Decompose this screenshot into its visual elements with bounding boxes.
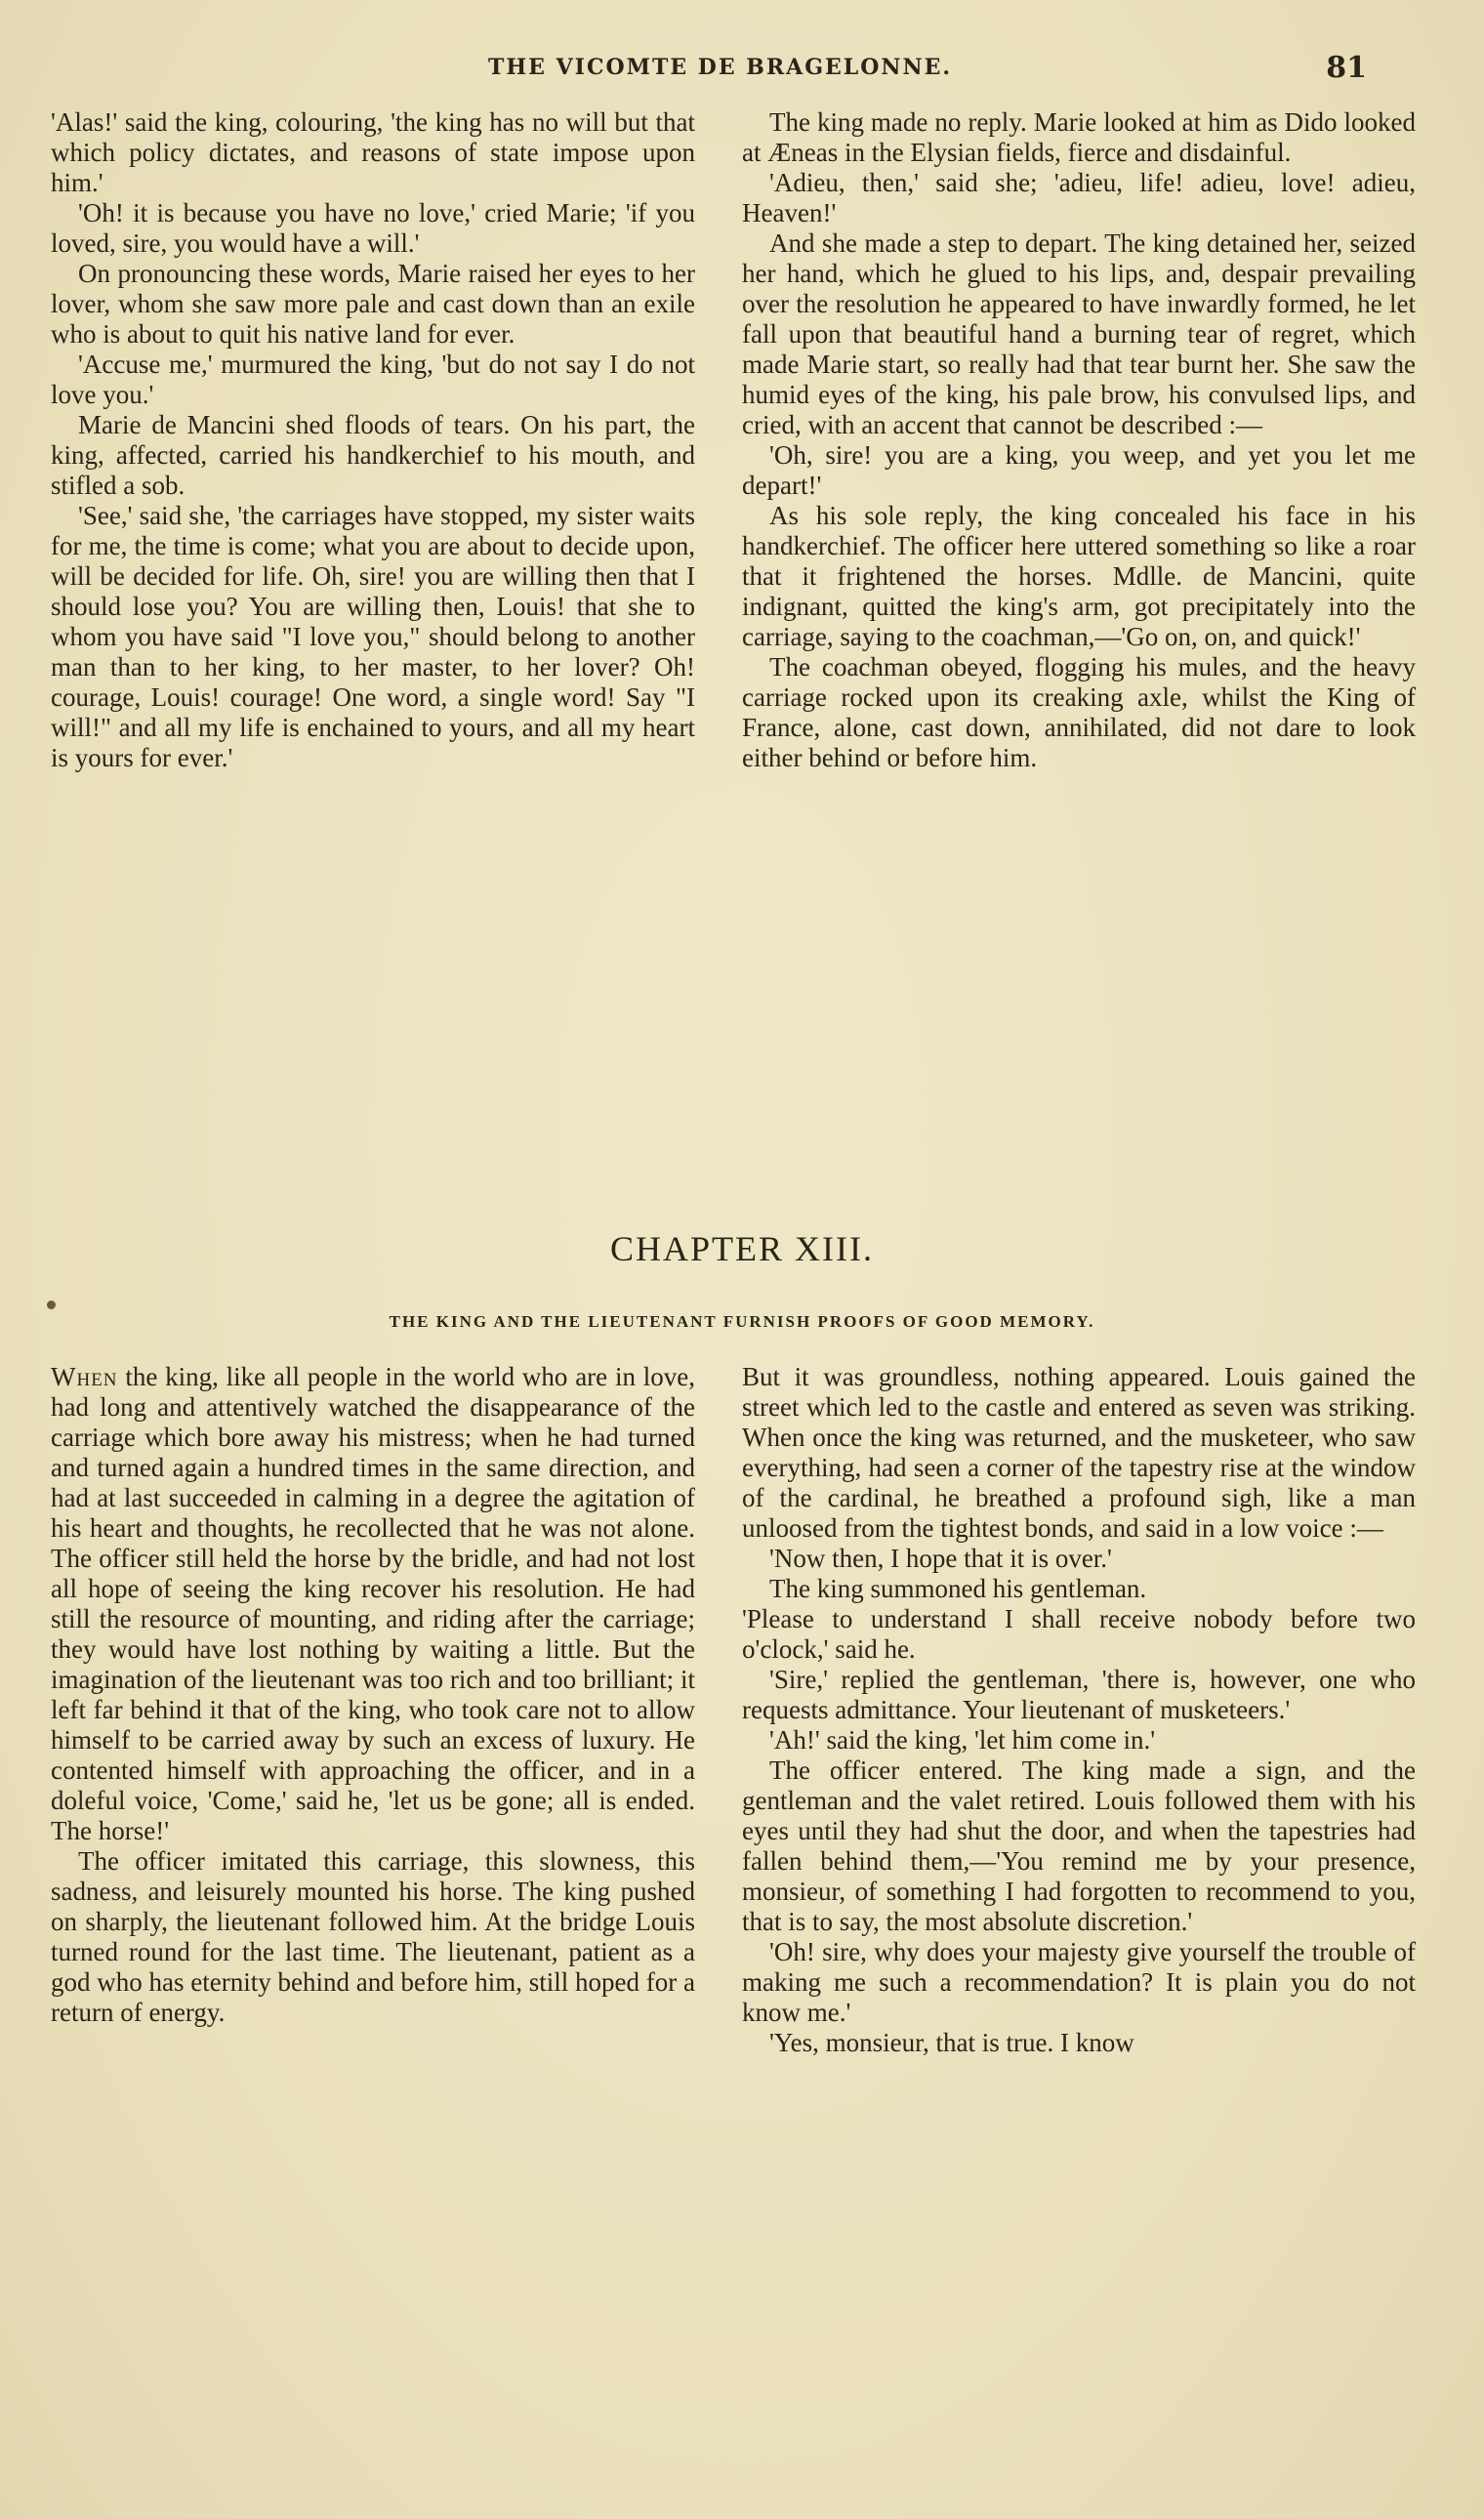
bottom-left-column xyxy=(51,1362,695,2485)
top-left-column xyxy=(51,107,695,1084)
chapter-title: CHAPTER XIII. xyxy=(610,1229,874,1268)
paragraph: The king summoned his gentleman. xyxy=(769,1574,1147,1603)
page-number: 81 xyxy=(1326,51,1367,85)
paragraph: The coachman obeyed, flogging his mules, and the heavy carriage rocked upon its creaking axle, whilst the King of France, alone, cast down, annihilated, did not dare to look either behind or before him. xyxy=(742,652,1416,772)
paragraph: And she made a step to depart. The king detained her, seized her hand, which he glued to his lips, and, despair prevailing over the resolution he appeared to have inwardly formed, he let fall upon that beautiful hand a burning tear of regret, which made Marie start, so really had that tear burnt her. She saw the humid eyes of the king, his pale brow, his convulsed lips, and cried, with an accent that cannot be described :— xyxy=(742,228,1416,439)
paragraph: 'Please to understand I shall receive nobody before two o'clock,' said he. xyxy=(742,1604,1416,1664)
paragraph: 'Accuse me,' murmured the king, 'but do not say I do not love you.' xyxy=(51,350,695,409)
paragraph: The officer entered. The king made a sign, and the gentleman and the valet retired. Louis followed them with his eyes until they had shut the door, and when the tapestries had fallen behind them,—'You remind me by your presence, monsieur, of something I had forgotten to recommend to you, that is to say, the most absolute discretion.' xyxy=(742,1755,1416,1936)
paragraph: 'Adieu, then,' said she; 'adieu, life! adieu, love! adieu, Heaven!' xyxy=(742,168,1416,227)
opening-word: When xyxy=(51,1362,118,1391)
paragraph: As his sole reply, the king concealed his face in his handkerchief. The officer here uttered something so like a roar that it frightened the horses. Mdlle. de Mancini, quite indignant, quitted the king's arm, got precipitately into the carriage, saying to the coachman,—'Go on, on, and quick!' xyxy=(742,501,1416,651)
top-right-column xyxy=(742,107,1416,1084)
paragraph: 'Sire,' replied the gentleman, 'there is, however, one who requests admittance. Your lieutenant of musketeers.' xyxy=(742,1665,1416,1724)
paragraph: 'See,' said she, 'the carriages have stopped, my sister waits for me, the time is come; what you are about to decide upon, will be decided for life. Oh, sire! you are willing then that I should lose you? You are willing then, Louis! that she to whom you have said "I love you," should belong to another man than to her king, to her master, to her lover? Oh! courage, Louis! courage! One word, a single word! Say "I will!" and all my life is enchained to yours, and all my heart is yours for ever.' xyxy=(51,501,695,772)
ink-speck xyxy=(47,1301,56,1309)
paragraph: 'Oh! it is because you have no love,' cried Marie; 'if you loved, sire, you would have a will.' xyxy=(51,198,695,258)
paragraph: 'Alas!' said the king, colouring, 'the king has no will but that which policy dictates, and reasons of state impose upon him.' xyxy=(51,107,695,197)
paragraph: The officer imitated this carriage, this slowness, this sadness, and leisurely mounted his horse. The king pushed on sharply, the lieutenant followed him. At the bridge Louis turned round for the last time. The lieutenant, patient as a god who has eternity behind and before him, still hoped for a return of energy. xyxy=(51,1846,695,2027)
paragraph: 'Ah!' said the king, 'let him come in.' xyxy=(769,1725,1156,1755)
running-head xyxy=(59,51,1367,90)
paragraph: On pronouncing these words, Marie raised her eyes to her lover, whom she saw more pale and cast down than an exile who is about to quit his native land for ever. xyxy=(51,259,695,349)
paragraph: 'Now then, I hope that it is over.' xyxy=(769,1544,1112,1573)
opening-text: the king, like all people in the world who are in love, had long and attentively watched the disappearance of the carriage which bore away his mistress; when he had turned and turned again a hundred times in the same direction, and had at last succeeded in calming in a degree the agitation of his heart and thoughts, he recollected that he was not alone. The officer still held the horse by the bridle, and had not lost all hope of seeing the king recover his resolution. He had still the resource of mounting, and riding after the carriage; they would have lost nothing by waiting a little. But the imagination of the lieutenant was too rich and too brilliant; it left far behind it that of the king, who took care not to allow himself to be carried away by such an excess of luxury. He contented himself with approaching the officer, and in a doleful voice, 'Come,' said he, 'let us be gone; all is ended. The horse!' xyxy=(51,1362,695,1845)
paragraph: 'Oh, sire! you are a king, you weep, and yet you let me depart!' xyxy=(742,440,1416,500)
chapter-subtitle: THE KING AND THE LIEUTENANT FURNISH PROOFS OF GOOD MEMORY. xyxy=(389,1312,1095,1331)
paragraph: But it was groundless, nothing appeared. Louis gained the street which led to the castle and entered as seven was striking. When once the king was returned, and the musketeer, who saw everything, had seen a corner of the tapestry rise at the window of the cardinal, he breathed a profound sigh, like a man unloosed from the tightest bonds, and said in a low voice :— xyxy=(742,1362,1416,1543)
opening-paragraph xyxy=(51,1362,695,1846)
paragraph: 'Oh! sire, why does your majesty give yourself the trouble of making me such a recommendation? It is plain you do not know me.' xyxy=(742,1937,1416,2027)
paragraph: Marie de Mancini shed floods of tears. On his part, the king, affected, carried his handkerchief to his mouth, and stifled a sob. xyxy=(51,410,695,500)
running-title: THE VICOMTE DE BRAGELONNE. xyxy=(488,55,953,80)
paragraph: 'Yes, monsieur, that is true. I know xyxy=(769,2028,1134,2057)
bottom-right-column xyxy=(742,1362,1416,2485)
paragraph: The king made no reply. Marie looked at him as Dido looked at Æneas in the Elysian fields, fierce and disdainful. xyxy=(742,107,1416,167)
